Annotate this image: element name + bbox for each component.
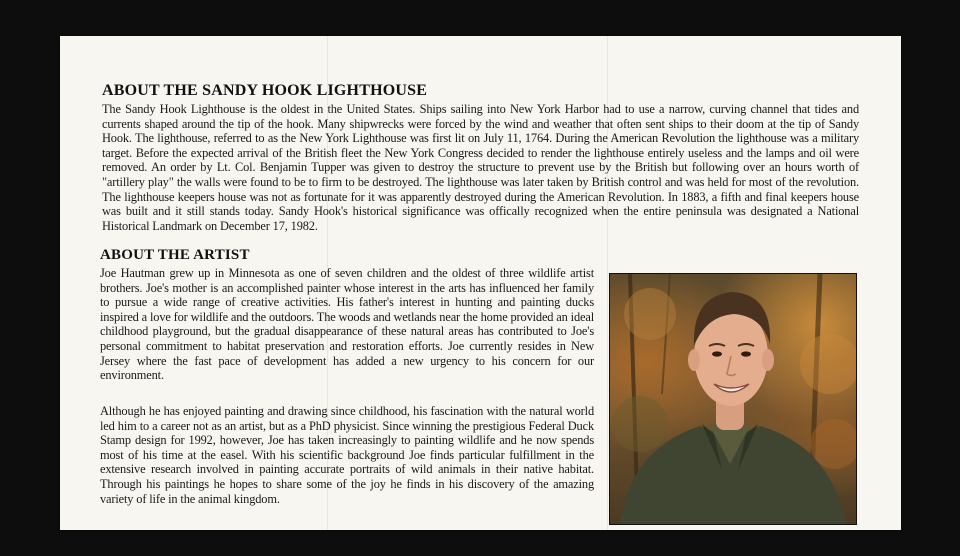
artist-paragraph-1: Joe Hautman grew up in Minnesota as one of seven children and the oldest of three wildlife artist brothers. Joe's mother is an accomplished painter whose interest in the arts has influenced her family to pursue a wide range of creative activities. His father's interest in hunting and painting ducks inspired a love for wildlife and the outdoors. The woods and wetlands near the home provided an ideal childhood playground, but the gradual disappearance of these natural areas has contributed to Joe's personal commitment to habitat preservation and restoration efforts. Joe currently resides in New Jersey where the fast pace of development has added a new urgency to his concern for our environment. — [100, 266, 594, 383]
artist-portrait-photo — [609, 273, 857, 525]
info-card — [60, 36, 901, 530]
artist-heading: ABOUT THE ARTIST — [100, 247, 250, 263]
artist-paragraph-2: Although he has enjoyed painting and drawing since childhood, his fascination with the natural world led him to a career not as an artist, but as a PhD physicist. Since winning the prestigious Federal Duck Stamp design for 1992, however, Joe has taken increasingly to painting wildlife and he now spends most of his time at the easel. With his scientific background Joe finds particular fulfillment in the extensive research involved in painting accurate portraits of wild animals in their native habitat. Through his paintings he hopes to share some of the joy he finds in his discovery of the amazing variety of life in the animal kingdom. — [100, 404, 594, 506]
lighthouse-paragraph: The Sandy Hook Lighthouse is the oldest in the United States. Ships sailing into New York Harbor had to use a narrow, curving channel that tides and currents shaped around the tip of the hook. Many shipwrecks were forced by the wind and weather that often sent ships to their doom at the tip of Sandy Hook. The lighthouse, referred to as the New York Lighthouse was first lit on July 11, 1764. During the American Revolution the lighthouse was a military target. Before the expected arrival of the British fleet the New York Congress decided to render the lighthouse entirely useless and the lamps and oil were removed. An order by Lt. Col. Benjamin Tupper was given to destroy the structure to prevent use by the British but following over an hours worth of "artillery play" the walls were found to be to firm to be destroyed. The lighthouse was later taken by British control and was held for most of the revolution. The lighthouse keepers house was not as fortunate for it was apparently destroyed during the American Revolution. In 1883, a fifth and final keepers house was built and it still stands today. Sandy Hook's historical significance was offically recognized when the entire peninsula was designated a National Historical Landmark on December 17, 1982. — [102, 102, 859, 233]
portrait-illustration — [610, 274, 856, 524]
lighthouse-heading: ABOUT THE SANDY HOOK LIGHTHOUSE — [102, 82, 428, 99]
